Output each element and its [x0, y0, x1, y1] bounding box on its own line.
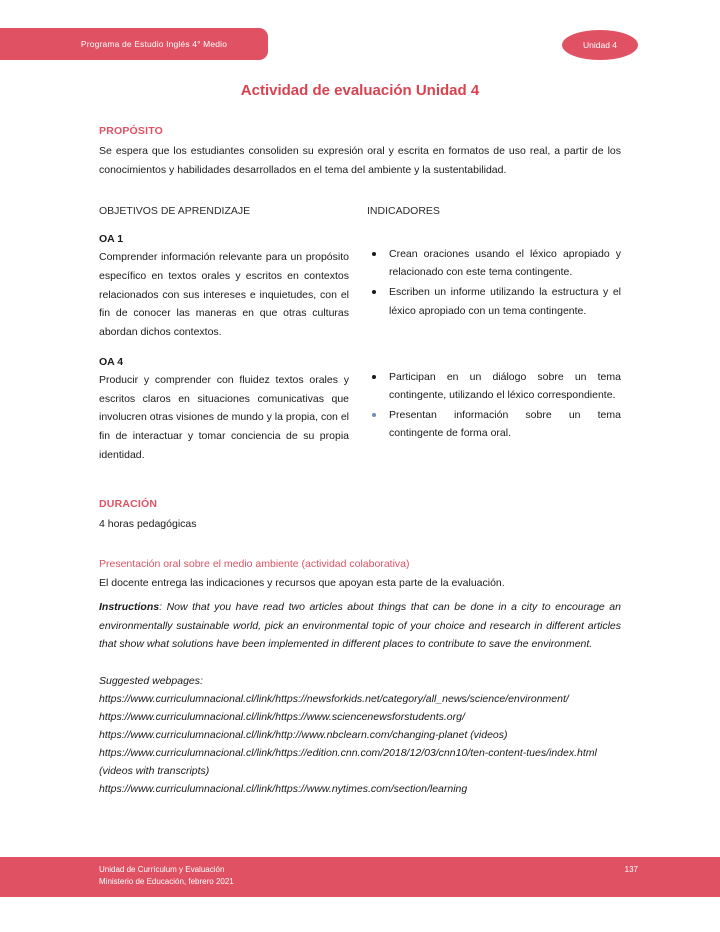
instructions-body: : Now that you have read two articles about things that can be done in a city to encourage an environmentally sustainable world, pick an environmental topic of your choice and research in different articles that show what solutions have been implemented in different places to contribute to save the environment. [99, 601, 621, 651]
bullet-icon [372, 413, 376, 417]
proposito-section [99, 125, 621, 179]
program-header-label: Programa de Estudio Inglés 4° Medio [80, 39, 228, 49]
oa-code: OA 1 [99, 233, 124, 246]
spacer [99, 468, 621, 498]
bullet-icon [372, 252, 376, 256]
indicator-text: Escriben un informe utilizando la estructura y el léxico apropiado con un tema contingente. [389, 286, 621, 317]
footer-organization [99, 864, 234, 889]
activity-heading: Presentación oral sobre el medio ambiente (actividad colaborativa) [99, 557, 410, 570]
oa-objective-cell [99, 233, 367, 341]
instructions-label: Instructions [99, 601, 160, 613]
list-item [367, 245, 621, 281]
list-item [367, 283, 621, 319]
webpage-link[interactable]: https://www.curriculumnacional.cl/link/https://www.nytimes.com/section/learning [99, 783, 468, 796]
webpage-link[interactable]: https://www.curriculumnacional.cl/link/https://newsforkids.net/category/all_news/science/environment/ [99, 693, 569, 706]
page-title: Actividad de evaluación Unidad 4 [240, 82, 480, 99]
proposito-heading: PROPÓSITO [99, 125, 164, 137]
duracion-section [99, 498, 621, 533]
activity-instructions [99, 598, 621, 654]
indicator-list [367, 368, 621, 442]
activity-teacher-note: El docente entrega las indicaciones y recursos que apoyan esta parte de la evaluación. [99, 576, 505, 589]
oa-description: Comprender información relevante para un propósito específico en textos orales y escritos en contextos relacionados con sus intereses e inquietudes, con el fin de conocer las maneras en que otras culturas abordan dichos contextos. [99, 251, 349, 339]
indicator-text: Crean oraciones usando el léxico apropiado y relacionado con este tema contingente. [389, 248, 621, 279]
duracion-heading: DURACIÓN [99, 498, 158, 511]
list-item [367, 406, 621, 442]
unit-badge-label: Unidad 4 [582, 40, 618, 50]
oa-code: OA 4 [99, 355, 124, 368]
oa-indicators-cell [367, 356, 621, 464]
indicadores-column-header: INDICADORES [367, 205, 440, 218]
list-item [367, 368, 621, 404]
page-footer [0, 857, 720, 897]
page-number: 137 [624, 865, 638, 874]
oa-objective-cell [99, 356, 367, 464]
bullet-icon [372, 290, 376, 294]
proposito-text: Se espera que los estudiantes consoliden su expresión oral y escrita en formatos de uso real, a partir de los conocimientos y habilidades desarrollados en el tema del ambiente y la sustentabilidad. [99, 145, 621, 176]
indicator-text: Participan en un diálogo sobre un tema contingente, utilizando el léxico correspondiente. [389, 370, 621, 401]
oa-row [99, 233, 621, 341]
bullet-icon [372, 375, 376, 379]
indicator-list [367, 245, 621, 319]
webpage-link[interactable]: https://www.curriculumnacional.cl/link/https://edition.cnn.com/2018/12/03/cnn10/ten-content-tues/index.html (videos with transcripts) [99, 747, 597, 778]
footer-content [99, 864, 638, 889]
columns-header-row [99, 205, 621, 217]
oa-description: Producir y comprender con fluidez textos orales y escritos claros en situaciones comunicativas que involucren otras visiones de mundo y la propia, con el fin de interactuar y tomar conciencia de su propia identidad. [99, 373, 349, 461]
suggested-webpages-section [99, 672, 621, 798]
program-header-band [0, 28, 268, 60]
activity-section [99, 558, 621, 654]
footer-line-2: Ministerio de Educación, febrero 2021 [99, 877, 234, 887]
page-content [99, 82, 621, 798]
unit-badge [562, 30, 638, 60]
webpage-link[interactable]: https://www.curriculumnacional.cl/link/http://www.nbclearn.com/changing-planet (videos) [99, 729, 508, 742]
spacer [99, 534, 621, 558]
footer-line-1: Unidad de Currículum y Evaluación [99, 865, 225, 874]
webpages-heading: Suggested webpages: [99, 675, 203, 688]
oa-indicators-cell [367, 233, 621, 341]
webpage-link[interactable]: https://www.curriculumnacional.cl/link/https://www.sciencenewsforstudents.org/ [99, 711, 465, 724]
oa-row [99, 356, 621, 464]
indicator-text: Presentan información sobre un tema contingente de forma oral. [389, 408, 621, 439]
duracion-text: 4 horas pedagógicas [99, 518, 197, 531]
objetivos-column-header: OBJETIVOS DE APRENDIZAJE [99, 205, 251, 218]
